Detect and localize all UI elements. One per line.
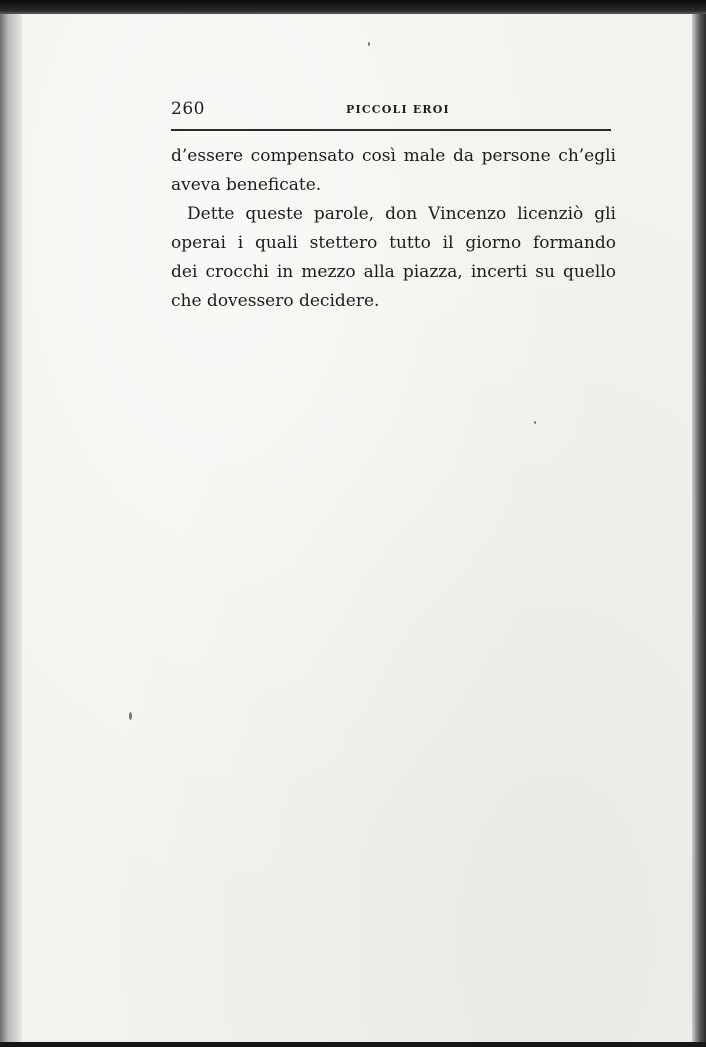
running-title: PICCOLI EROI [346,103,450,116]
text-line: dei crocchi in mezzo alla piazza, incerti su quello [171,262,616,282]
body-text [171,142,616,316]
text-line: operai i quali stettero tutto il giorno formando [171,233,616,253]
text-line: d’essere compensato così male da persone ch’egli [171,146,616,166]
ink-speck [129,712,132,720]
page-number: 260 [171,99,205,119]
ink-speck [534,421,536,424]
page-left-shadow [0,14,22,1042]
header-rule [171,129,611,131]
text-line: che dovessero decidere. [171,291,380,311]
ink-speck [368,42,370,46]
paragraph-first-line: Dette queste parole, don Vincenzo licenziò gli [187,204,616,224]
page-right-shadow [692,14,706,1042]
running-head [171,97,611,121]
text-line: aveva beneficate. [171,175,322,195]
